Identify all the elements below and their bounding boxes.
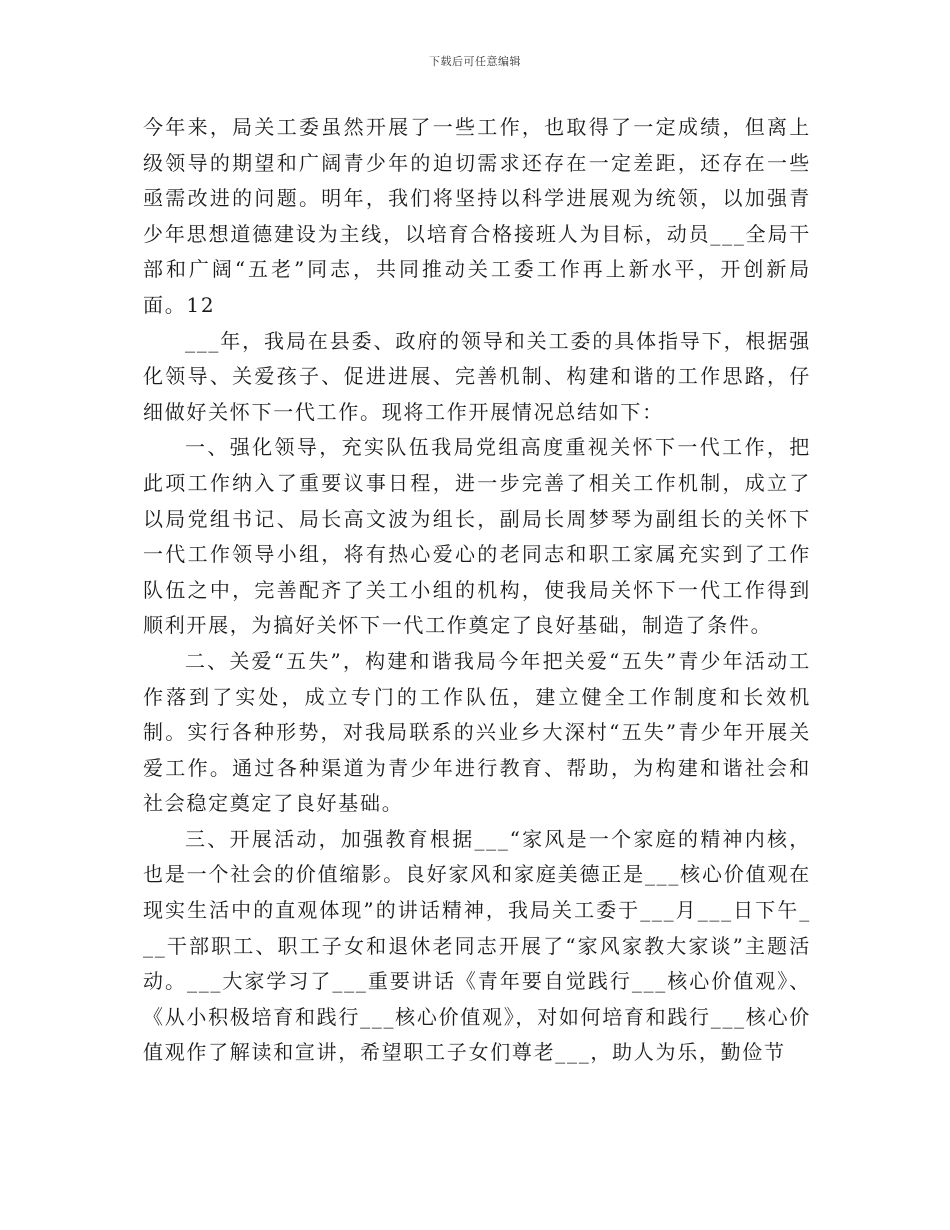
paragraph-section-2: 二、关爱“五失”，构建和谐我局今年把关爱“五失”青少年活动工作落到了实处，成立专门的工作队伍，建立健全工作制度和长效机制。实行各种形势，对我局联系的兴业乡大深村“五失”青少年开展关爱工作。通过各种渠道为青少年进行教育、帮助，为构建和谐社会和社会稳定奠定了良好基础。 (143, 648, 811, 816)
paragraph-summary-opening: ___年，我局在县委、政府的领导和关工委的具体指导下，根据强化领导、关爱孩子、促进进展、完善机制、构建和谐的工作思路，仔细做好关怀下一代工作。现将工作开展情况总结如下： (143, 328, 811, 424)
paragraph-intro: 今年来，局关工委虽然开展了一些工作，也取得了一定成绩，但离上级领导的期望和广阔青少年的迫切需求还存在一定差距，还存在一些亟需改进的问题。明年，我们将坚持以科学进展观为统领，以加强青少年思想道德建设为主线，以培育合格接班人为目标，动员___全局干部和广阔“五老”同志，共同推动关工委工作再上新水平，开创新局面。12 (143, 115, 811, 317)
page-header: 下载后可任意编辑 (429, 55, 521, 68)
paragraph-section-3: 三、开展活动，加强教育根据___“家风是一个家庭的精神内核，也是一个社会的价值缩影。良好家风和家庭美德正是___核心价值观在现实生活中的直观体现”的讲话精神，我局关工委于___月___日下午___干部职工、职工子女和退休老同志开展了“家风家教大家谈”主题活动。___大家学习了___重要讲话《青年要自觉践行___核心价值观》、《从小积极培育和践行___核心价值观》，对如何培育和践行___核心价值观作了解读和宣讲，希望职工子女们尊老___，助人为乐，勤俭节 (143, 826, 811, 1065)
document-body (143, 110, 811, 1071)
paragraph-section-1: 一、强化领导，充实队伍我局党组高度重视关怀下一代工作，把此项工作纳入了重要议事日程，进一步完善了相关工作机制，成立了以局党组书记、局长高文波为组长，副局长周梦琴为副组长的关怀下一代工作领导小组，将有热心爱心的老同志和职工家属充实到了工作队伍之中，完善配齐了关工小组的机构，使我局关怀下一代工作得到顺利开展，为搞好关怀下一代工作奠定了良好基础，制造了条件。 (143, 435, 811, 638)
